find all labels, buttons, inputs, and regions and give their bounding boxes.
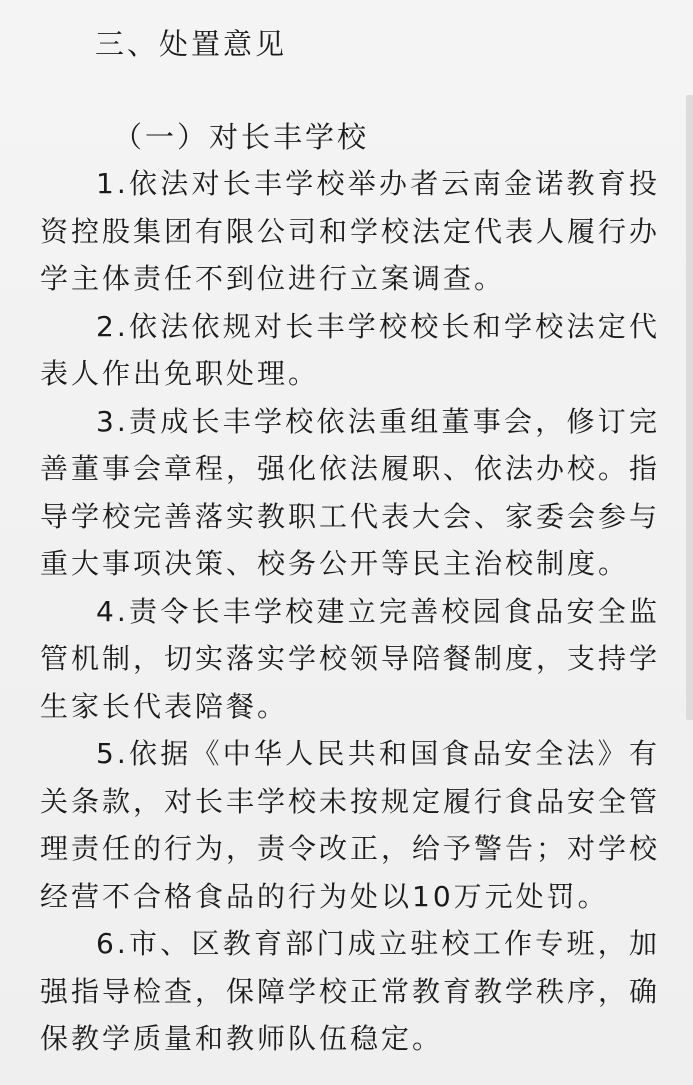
- disposal-items-list: [40, 160, 660, 1063]
- list-item: 2.依法依规对长丰学校校长和学校法定代表人作出免职处理。: [40, 309, 660, 390]
- section-title: 三、处置意见: [95, 27, 288, 61]
- list-item: 6.市、区教育部门成立驻校工作专班，加强指导检查，保障学校正常教育教学秩序，确保教学质量和教师队伍稳定。: [40, 927, 661, 1055]
- list-item: 1.依法对长丰学校举办者云南金诺教育投资控股集团有限公司和学校法定代表人履行办学主体责任不到位进行立案调查。: [40, 167, 661, 295]
- list-item: 3.责成长丰学校依法重组董事会，修订完善董事会章程，强化依法履职、依法办校。指导学校完善落实教职工代表大会、家委会参与重大事项决策、校务公开等民主治校制度。: [40, 404, 661, 580]
- subsection-title: （一）对长丰学校: [113, 120, 370, 154]
- scrollbar[interactable]: [686, 95, 693, 720]
- list-item: 5.依据《中华人民共和国食品安全法》有关条款，对长丰学校未按规定履行食品安全管理责任的行为，责令改正，给予警告；对学校经营不合格食品的行为处以10万元处罚。: [40, 737, 661, 913]
- list-item: 4.责令长丰学校建立完善校园食品安全监管机制，切实落实学校领导陪餐制度，支持学生家长代表陪餐。: [40, 594, 661, 723]
